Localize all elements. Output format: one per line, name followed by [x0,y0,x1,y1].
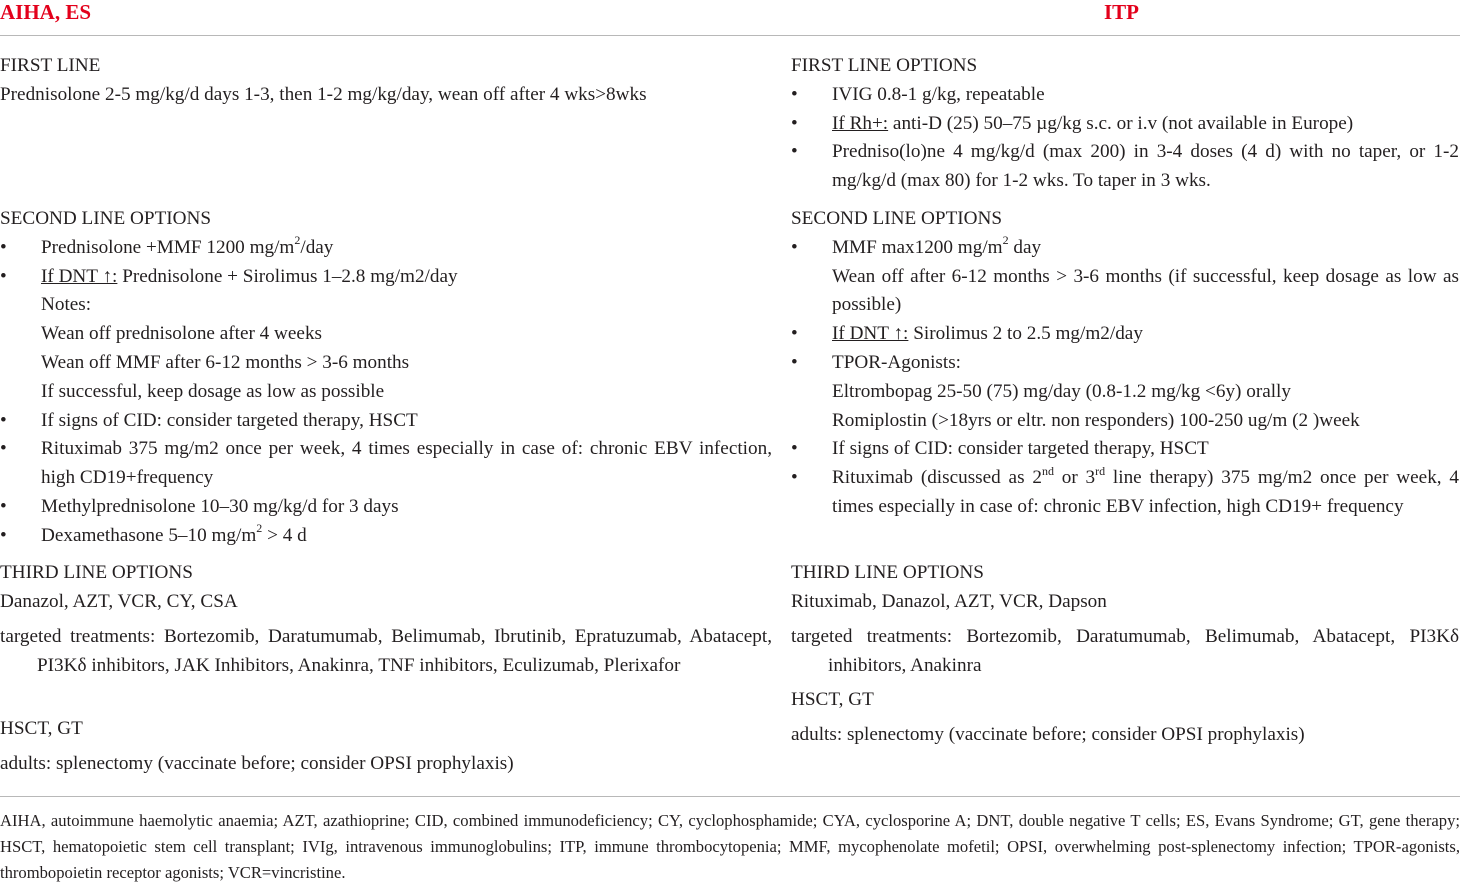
aiha-third-line-text: Danazol, AZT, VCR, CY, CSA [0,590,238,612]
list-item: • Rituximab (discussed as 2nd or 3rd line therapy) 375 mg/m2 once per week, 4 times especially in case of: chronic EBV infection, high CD19+ frequency [791,463,1459,517]
itp-third-line-title: THIRD LINE OPTIONS [791,562,984,583]
bullet-icon: • [791,467,798,489]
bullet-icon: • [791,112,798,134]
list-item: • If DNT ↑: Prednisolone + Sirolimus 1–2.8 mg/m2/day [0,263,772,292]
bullet-icon: • [0,409,7,431]
itp-adults-splenectomy: adults: splenectomy (vaccinate before; consider OPSI prophylaxis) [791,724,1305,745]
bullet-icon: • [0,236,7,258]
aiha-first-line-text: Prednisolone 2-5 mg/kg/d days 1-3, then 1-2 mg/kg/day, wean off after 4 wks>8wks [0,83,647,105]
list-item: • If signs of CID: consider targeted therapy, HSCT [791,435,1459,464]
bullet-icon: • [0,495,7,517]
list-item: • If DNT ↑: Sirolimus 2 to 2.5 mg/m2/day [791,320,1459,349]
itp-first-line-section [791,52,1459,196]
bullet-icon: • [0,265,7,287]
list-item: • Methylprednisolone 10–30 mg/kg/d for 3 days [0,493,772,522]
aiha-third-line-title: THIRD LINE OPTIONS [0,562,193,583]
abbreviations-footnote: AIHA, autoimmune haemolytic anaemia; AZT, azathioprine; CID, combined immunodeficiency; CY, cyclophosphamide; CYA, cyclosporine A; DNT, double negative T cells; ES, Evans Syndrome; GT, gene therapy; HSCT, hematopoietic stem cell transplant; IVIg, intravenous immunoglobulins; ITP, immune thrombocytopenia; MMF, mycophenolate mofetil; OPSI, overwhelming post-splenectomy infection; TPOR-agonists, thrombopoietin receptor agonists; VCR=vincristine. [0,811,1460,882]
bullet-icon: • [791,141,798,163]
itp-third-line-text: Rituximab, Danazol, AZT, VCR, Dapson [791,590,1107,612]
aiha-adults-splenectomy: adults: splenectomy (vaccinate before; consider OPSI prophylaxis) [0,753,514,774]
list-item: • Dexamethasone 5–10 $mg/m^2 > 4$ d [0,522,772,551]
column-header-itp: ITP [1104,0,1140,24]
itp-second-line-title: SECOND LINE OPTIONS [791,208,1003,229]
aiha-second-line-title: SECOND LINE OPTIONS [0,208,212,229]
bullet-icon: • [791,351,798,373]
aiha-hsct-gt: HSCT, GT [0,718,83,739]
bullet-icon: • [791,323,798,345]
list-item: • Prednisolone +MMF 1200 $mg/m^2$/day [0,234,772,263]
list-item: • Rituximab 375 mg/m2 once per week, 4 times especially in case of: chronic EBV infection, high CD19+frequency [0,435,772,493]
aiha-first-line-title: FIRST LINE [0,55,101,76]
list-item: • IVIG 0.8-1 g/kg, repeatable [791,81,1459,110]
aiha-second-line-section [0,205,772,551]
itp-second-line-section [791,205,1459,522]
bullet-icon: • [791,438,798,460]
itp-hsct-gt: HSCT, GT [791,689,874,710]
footer-rule [0,796,1460,797]
aiha-third-line-section [0,559,772,617]
bullet-icon: • [0,438,7,460]
bullet-icon: • [791,83,798,105]
note-line: Notes: [41,294,92,316]
aiha-targeted-treatments: targeted treatments: Bortezomib, Daratumumab, Belimumab, Ibrutinib, Epratuzumab, Abatacept, PI3Kδ inhibitors, JAK Inhibitors, Anakinra, TNF inhibitors, Eculizumab, Plerixafor [0,626,772,676]
note-line: If successful, keep dosage as low as possible [41,380,385,402]
list-item: • If Rh+: anti-D (25) 50–75 µg/kg s.c. or i.v (not available in Europe) [791,110,1459,139]
aiha-first-line-section [0,52,772,110]
bullet-icon: • [0,524,7,546]
itp-first-line-title: FIRST LINE OPTIONS [791,55,978,76]
bullet-icon: • [791,236,798,258]
note-line: Wean off MMF after 6-12 months > 3-6 months [41,351,410,373]
itp-targeted-treatments: targeted treatments: Bortezomib, Daratumumab, Belimumab, Abatacept, PI3Kδ inhibitors, Anakinra [791,626,1459,676]
list-item: • If signs of CID: consider targeted therapy, HSCT [0,407,772,436]
itp-third-line-section [791,559,1459,617]
list-item: • TPOR-Agonists: Eltrombopag 25-50 (75) mg/day (0.8-1.2 mg/kg <6y) orally Romiplostin (>18yrs or eltr. non responders) 100-250 ug/m (2 )week [791,349,1459,435]
list-item: • Predniso(lo)ne 4 mg/kg/d (max 200) in 3-4 doses (4 d) with no taper, or 1-2 mg/kg/d (max 80) for 1-2 wks. To taper in 3 wks. [791,138,1459,196]
list-item: • MMF max1200 $mg/m^2$ day Wean off after 6-12 months > 3-6 months (if successful, keep dosage as low as possible) [791,234,1459,320]
note-line: Wean off prednisolone after 4 weeks [41,323,323,345]
list-item-continuation: Wean off after 6-12 months > 3-6 months (if successful, keep dosage as low as possible) [832,265,1459,316]
header-rule [0,35,1460,36]
list-item-continuation: Romiplostin (>18yrs or eltr. non responders) 100-250 ug/m (2 )week [832,409,1360,431]
list-item-continuation: Eltrombopag 25-50 (75) mg/day (0.8-1.2 mg/kg <6y) orally [832,380,1291,402]
column-header-aiha-es: AIHA, ES [0,0,92,24]
